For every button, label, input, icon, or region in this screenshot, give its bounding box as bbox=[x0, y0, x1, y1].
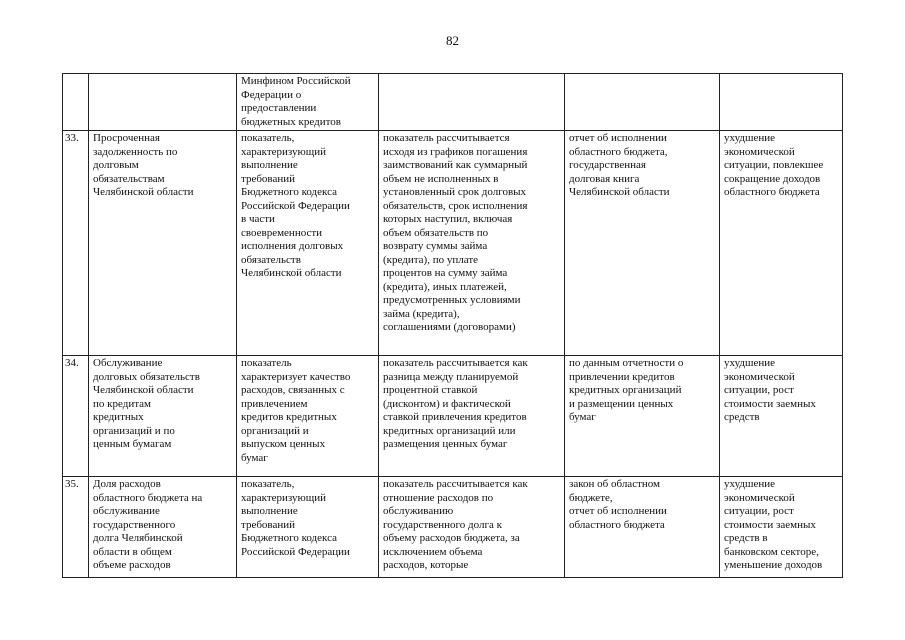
row-number-cell bbox=[63, 74, 89, 131]
data-source-cell: отчет об исполнении областного бюджета, государственная долговая книга Челябинской области bbox=[565, 131, 720, 356]
indicator-description-cell: показатель, характеризующий выполнение требований Бюджетного кодекса Российской Федерации в части своевременности исполнения долговых обязательств Челябинской области bbox=[237, 131, 379, 356]
calculation-method-cell bbox=[379, 74, 565, 131]
calculation-method-cell: показатель рассчитывается исходя из графиков погашения заимствований как суммарный объем не исполненных в установленный срок долговых обязательств, срок исполнения которых наступил, включая объем обязательств по возврату суммы займа (кредита), по уплате процентов на сумму займа (кредита), иных платежей, предусмотренных условиями займа (кредита), соглашениями (договорами) bbox=[379, 131, 565, 356]
indicator-name-cell: Просроченная задолженность по долговым обязательствам Челябинской области bbox=[89, 131, 237, 356]
data-source-cell bbox=[565, 74, 720, 131]
row-number-cell: 35. bbox=[63, 477, 89, 578]
indicator-name-cell bbox=[89, 74, 237, 131]
indicators-table bbox=[62, 73, 843, 578]
table-row-35 bbox=[63, 477, 843, 578]
impact-factor-cell: ухудшение экономической ситуации, рост стоимости заемных средств bbox=[720, 356, 843, 477]
indicator-name-cell: Обслуживание долговых обязательств Челябинской области по кредитам кредитных организаций и по ценным бумагам bbox=[89, 356, 237, 477]
indicator-description-cell: Минфином Российской Федерации о предоставлении бюджетных кредитов bbox=[237, 74, 379, 131]
page-number: 82 bbox=[446, 33, 459, 48]
impact-factor-cell: ухудшение экономической ситуации, рост стоимости заемных средств в банковском секторе, уменьшение доходов bbox=[720, 477, 843, 578]
impact-factor-cell bbox=[720, 74, 843, 131]
impact-factor-cell: ухудшение экономической ситуации, повлекшее сокращение доходов областного бюджета bbox=[720, 131, 843, 356]
data-source-cell: закон об областном бюджете, отчет об исполнении областного бюджета bbox=[565, 477, 720, 578]
calculation-method-cell: показатель рассчитывается как отношение расходов по обслуживанию государственного долга к объему расходов бюджета, за исключением объема расходов, которые bbox=[379, 477, 565, 578]
table-row-33 bbox=[63, 131, 843, 356]
indicator-description-cell: показатель, характеризующий выполнение требований Бюджетного кодекса Российской Федерации bbox=[237, 477, 379, 578]
indicator-description-cell: показатель характеризует качество расходов, связанных с привлечением кредитов кредитных организаций и выпуском ценных бумаг bbox=[237, 356, 379, 477]
row-number-cell: 33. bbox=[63, 131, 89, 356]
table-row-34 bbox=[63, 356, 843, 477]
calculation-method-cell: показатель рассчитывается как разница между планируемой процентной ставкой (дисконтом) и фактической ставкой привлечения кредитов кредитных организаций или размещения ценных бумаг bbox=[379, 356, 565, 477]
data-source-cell: по данным отчетности о привлечении кредитов кредитных организаций и размещении ценных бумаг bbox=[565, 356, 720, 477]
table-row-continuation bbox=[63, 74, 843, 131]
indicators-table-wrapper bbox=[62, 73, 842, 578]
row-number-cell: 34. bbox=[63, 356, 89, 477]
indicator-name-cell: Доля расходов областного бюджета на обслуживание государственного долга Челябинской области в общем объеме расходов bbox=[89, 477, 237, 578]
